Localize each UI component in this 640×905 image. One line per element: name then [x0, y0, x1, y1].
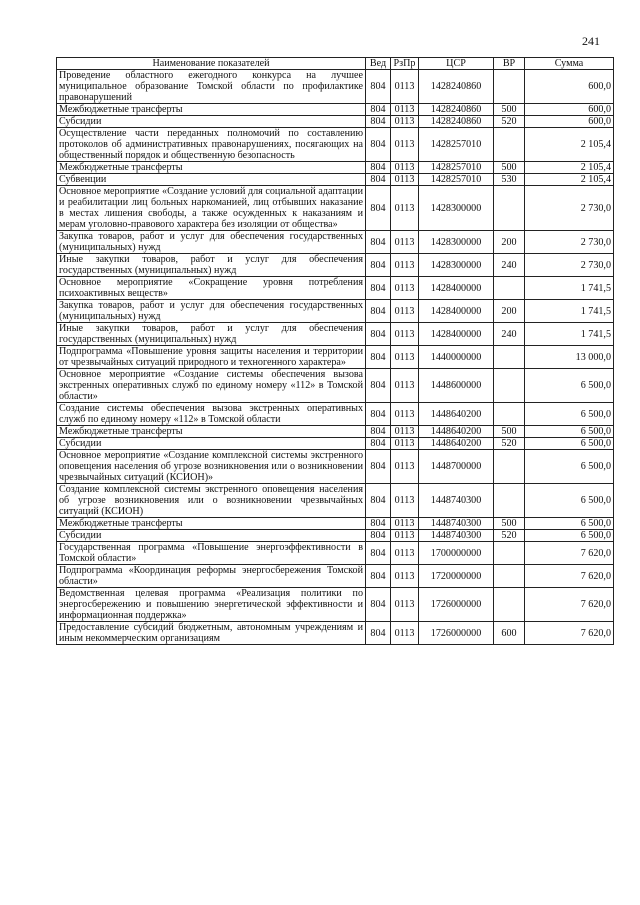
cell-csr: 1428240860: [419, 116, 494, 128]
table-row: [57, 369, 614, 403]
cell-vr: 500: [494, 162, 525, 174]
table-body: [57, 70, 614, 645]
cell-csr: 1428257010: [419, 128, 494, 162]
cell-rzpr: 0113: [391, 300, 419, 323]
table-row: [57, 484, 614, 518]
cell-rzpr: 0113: [391, 588, 419, 622]
cell-rzpr: 0113: [391, 231, 419, 254]
cell-ved: 804: [366, 450, 391, 484]
cell-name: Подпрограмма «Повышение уровня защиты населения и территории от чрезвычайных ситуаций природного и техногенного характера»: [57, 346, 366, 369]
cell-csr: 1428240860: [419, 104, 494, 116]
table-row: [57, 186, 614, 231]
cell-vr: 520: [494, 438, 525, 450]
cell-sum: 2 105,4: [525, 128, 614, 162]
cell-name: Закупка товаров, работ и услуг для обеспечения государственных (муниципальных) нужд: [57, 231, 366, 254]
cell-csr: 1448640200: [419, 426, 494, 438]
cell-ved: 804: [366, 438, 391, 450]
table-row: [57, 450, 614, 484]
cell-name: Основное мероприятие «Создание комплексной системы экстренного оповещения населения об угрозе возникновения или о возникновении чрезвычайных ситуаций (КСИОН)»: [57, 450, 366, 484]
cell-ved: 804: [366, 518, 391, 530]
cell-sum: 1 741,5: [525, 300, 614, 323]
cell-ved: 804: [366, 346, 391, 369]
cell-rzpr: 0113: [391, 518, 419, 530]
table-row: [57, 426, 614, 438]
cell-csr: 1428400000: [419, 323, 494, 346]
cell-rzpr: 0113: [391, 128, 419, 162]
cell-csr: 1448700000: [419, 450, 494, 484]
cell-sum: 1 741,5: [525, 323, 614, 346]
cell-rzpr: 0113: [391, 186, 419, 231]
header-rzpr: РзПр: [391, 58, 419, 70]
cell-name: Создание системы обеспечения вызова экстренных оперативных служб по единому номеру «112» в Томской области: [57, 403, 366, 426]
cell-csr: 1448740300: [419, 484, 494, 518]
cell-sum: 600,0: [525, 116, 614, 128]
cell-name: Ведомственная целевая программа «Реализация политики по энергосбережению и повышению энергетической эффективности и информационная поддержка»: [57, 588, 366, 622]
cell-name: Межбюджетные трансферты: [57, 104, 366, 116]
cell-csr: 1448640200: [419, 403, 494, 426]
cell-sum: 7 620,0: [525, 542, 614, 565]
cell-name: Субсидии: [57, 116, 366, 128]
header-vr: ВР: [494, 58, 525, 70]
cell-vr: 200: [494, 231, 525, 254]
cell-name: Предоставление субсидий бюджетным, автономным учреждениям и иным некоммерческим организациям: [57, 622, 366, 645]
cell-csr: 1428300000: [419, 254, 494, 277]
table-row: [57, 323, 614, 346]
cell-vr: [494, 484, 525, 518]
cell-name: Подпрограмма «Координация реформы энергосбережения Томской области»: [57, 565, 366, 588]
table-row: [57, 565, 614, 588]
cell-vr: [494, 588, 525, 622]
table-row: [57, 162, 614, 174]
cell-ved: 804: [366, 565, 391, 588]
cell-name: Межбюджетные трансферты: [57, 426, 366, 438]
table-row: [57, 116, 614, 128]
cell-name: Межбюджетные трансферты: [57, 518, 366, 530]
cell-name: Основное мероприятие «Создание системы обеспечения вызова экстренных оперативных служб по единому номеру «112» в Томской области»: [57, 369, 366, 403]
cell-rzpr: 0113: [391, 323, 419, 346]
cell-ved: 804: [366, 323, 391, 346]
cell-rzpr: 0113: [391, 369, 419, 403]
table-row: [57, 530, 614, 542]
cell-vr: [494, 70, 525, 104]
cell-sum: 2 730,0: [525, 186, 614, 231]
cell-ved: 804: [366, 186, 391, 231]
cell-ved: 804: [366, 174, 391, 186]
cell-csr: 1448740300: [419, 518, 494, 530]
cell-rzpr: 0113: [391, 162, 419, 174]
cell-csr: 1448600000: [419, 369, 494, 403]
header-name: Наименование показателей: [57, 58, 366, 70]
cell-sum: 6 500,0: [525, 530, 614, 542]
cell-ved: 804: [366, 403, 391, 426]
table-row: [57, 277, 614, 300]
cell-rzpr: 0113: [391, 346, 419, 369]
cell-sum: 13 000,0: [525, 346, 614, 369]
cell-ved: 804: [366, 116, 391, 128]
cell-rzpr: 0113: [391, 565, 419, 588]
cell-ved: 804: [366, 426, 391, 438]
cell-name: Субвенции: [57, 174, 366, 186]
budget-table: [56, 57, 614, 645]
cell-ved: 804: [366, 162, 391, 174]
cell-sum: 6 500,0: [525, 484, 614, 518]
table-row: [57, 518, 614, 530]
cell-vr: 520: [494, 116, 525, 128]
header-csr: ЦСР: [419, 58, 494, 70]
cell-ved: 804: [366, 231, 391, 254]
cell-csr: 1428400000: [419, 300, 494, 323]
cell-sum: 7 620,0: [525, 565, 614, 588]
cell-vr: [494, 128, 525, 162]
cell-csr: 1720000000: [419, 565, 494, 588]
table-row: [57, 542, 614, 565]
cell-rzpr: 0113: [391, 174, 419, 186]
cell-ved: 804: [366, 369, 391, 403]
cell-vr: 500: [494, 104, 525, 116]
cell-rzpr: 0113: [391, 277, 419, 300]
cell-sum: 6 500,0: [525, 426, 614, 438]
cell-name: Создание комплексной системы экстренного оповещения населения об угрозе возникновения или о возникновении чрезвычайных ситуаций (КСИОН): [57, 484, 366, 518]
table-row: [57, 438, 614, 450]
table-row: [57, 174, 614, 186]
table-row: [57, 403, 614, 426]
cell-name: Субсидии: [57, 530, 366, 542]
cell-name: Государственная программа «Повышение энергоэффективности в Томской области»: [57, 542, 366, 565]
cell-rzpr: 0113: [391, 116, 419, 128]
cell-ved: 804: [366, 530, 391, 542]
cell-name: Субсидии: [57, 438, 366, 450]
cell-name: Проведение областного ежегодного конкурса на лучшее муниципальное образование Томской области по профилактике правонарушений: [57, 70, 366, 104]
table-row: [57, 346, 614, 369]
cell-vr: [494, 450, 525, 484]
cell-name: Иные закупки товаров, работ и услуг для обеспечения государственных (муниципальных) нужд: [57, 323, 366, 346]
cell-rzpr: 0113: [391, 438, 419, 450]
cell-name: Закупка товаров, работ и услуг для обеспечения государственных (муниципальных) нужд: [57, 300, 366, 323]
cell-name: Основное мероприятие «Создание условий для социальной адаптации и реабилитации лиц больных наркоманией, лиц отбывших наказание в местах лишения свободы, а также осужденных к наказаниям и мерам уголовно-правового характера без изоляции от общества»: [57, 186, 366, 231]
cell-vr: 500: [494, 518, 525, 530]
cell-ved: 804: [366, 128, 391, 162]
cell-rzpr: 0113: [391, 104, 419, 116]
table-row: [57, 70, 614, 104]
cell-ved: 804: [366, 277, 391, 300]
table-row: [57, 231, 614, 254]
cell-csr: 1700000000: [419, 542, 494, 565]
page-number: 241: [582, 34, 600, 48]
cell-vr: 600: [494, 622, 525, 645]
table-header-row: [57, 58, 614, 70]
cell-csr: 1440000000: [419, 346, 494, 369]
cell-ved: 804: [366, 542, 391, 565]
table-row: [57, 254, 614, 277]
cell-vr: [494, 346, 525, 369]
cell-csr: 1428240860: [419, 70, 494, 104]
header-ved: Вед: [366, 58, 391, 70]
cell-vr: 520: [494, 530, 525, 542]
cell-sum: 7 620,0: [525, 622, 614, 645]
cell-rzpr: 0113: [391, 254, 419, 277]
cell-sum: 2 105,4: [525, 162, 614, 174]
cell-ved: 804: [366, 484, 391, 518]
cell-ved: 804: [366, 254, 391, 277]
cell-rzpr: 0113: [391, 450, 419, 484]
cell-sum: 1 741,5: [525, 277, 614, 300]
table-row: [57, 622, 614, 645]
cell-vr: 530: [494, 174, 525, 186]
cell-ved: 804: [366, 588, 391, 622]
cell-rzpr: 0113: [391, 426, 419, 438]
cell-vr: 240: [494, 323, 525, 346]
cell-sum: 2 730,0: [525, 231, 614, 254]
cell-csr: 1428400000: [419, 277, 494, 300]
cell-csr: 1428257010: [419, 162, 494, 174]
cell-sum: 6 500,0: [525, 403, 614, 426]
cell-sum: 7 620,0: [525, 588, 614, 622]
cell-sum: 6 500,0: [525, 450, 614, 484]
cell-rzpr: 0113: [391, 622, 419, 645]
cell-ved: 804: [366, 300, 391, 323]
cell-rzpr: 0113: [391, 530, 419, 542]
cell-sum: 6 500,0: [525, 518, 614, 530]
cell-rzpr: 0113: [391, 542, 419, 565]
cell-vr: 240: [494, 254, 525, 277]
table-row: [57, 128, 614, 162]
cell-ved: 804: [366, 104, 391, 116]
cell-rzpr: 0113: [391, 484, 419, 518]
header-sum: Сумма: [525, 58, 614, 70]
cell-name: Межбюджетные трансферты: [57, 162, 366, 174]
cell-sum: 2 730,0: [525, 254, 614, 277]
cell-csr: 1448740300: [419, 530, 494, 542]
cell-vr: [494, 565, 525, 588]
cell-rzpr: 0113: [391, 70, 419, 104]
cell-rzpr: 0113: [391, 403, 419, 426]
cell-name: Осуществление части переданных полномочий по составлению протоколов об административных правонарушениях, посягающих на общественный порядок и общественную безопасность: [57, 128, 366, 162]
cell-csr: 1726000000: [419, 622, 494, 645]
cell-csr: 1428300000: [419, 186, 494, 231]
cell-vr: [494, 277, 525, 300]
cell-vr: [494, 369, 525, 403]
cell-sum: 2 105,4: [525, 174, 614, 186]
cell-vr: [494, 186, 525, 231]
table-row: [57, 300, 614, 323]
cell-ved: 804: [366, 622, 391, 645]
cell-sum: 6 500,0: [525, 438, 614, 450]
cell-vr: 200: [494, 300, 525, 323]
cell-csr: 1428300000: [419, 231, 494, 254]
cell-vr: [494, 403, 525, 426]
cell-name: Иные закупки товаров, работ и услуг для обеспечения государственных (муниципальных) нужд: [57, 254, 366, 277]
cell-vr: [494, 542, 525, 565]
cell-sum: 600,0: [525, 70, 614, 104]
cell-vr: 500: [494, 426, 525, 438]
cell-csr: 1428257010: [419, 174, 494, 186]
cell-name: Основное мероприятие «Сокращение уровня потребления психоактивных веществ»: [57, 277, 366, 300]
cell-csr: 1448640200: [419, 438, 494, 450]
table-row: [57, 588, 614, 622]
table-row: [57, 104, 614, 116]
cell-sum: 600,0: [525, 104, 614, 116]
cell-sum: 6 500,0: [525, 369, 614, 403]
cell-ved: 804: [366, 70, 391, 104]
cell-csr: 1726000000: [419, 588, 494, 622]
